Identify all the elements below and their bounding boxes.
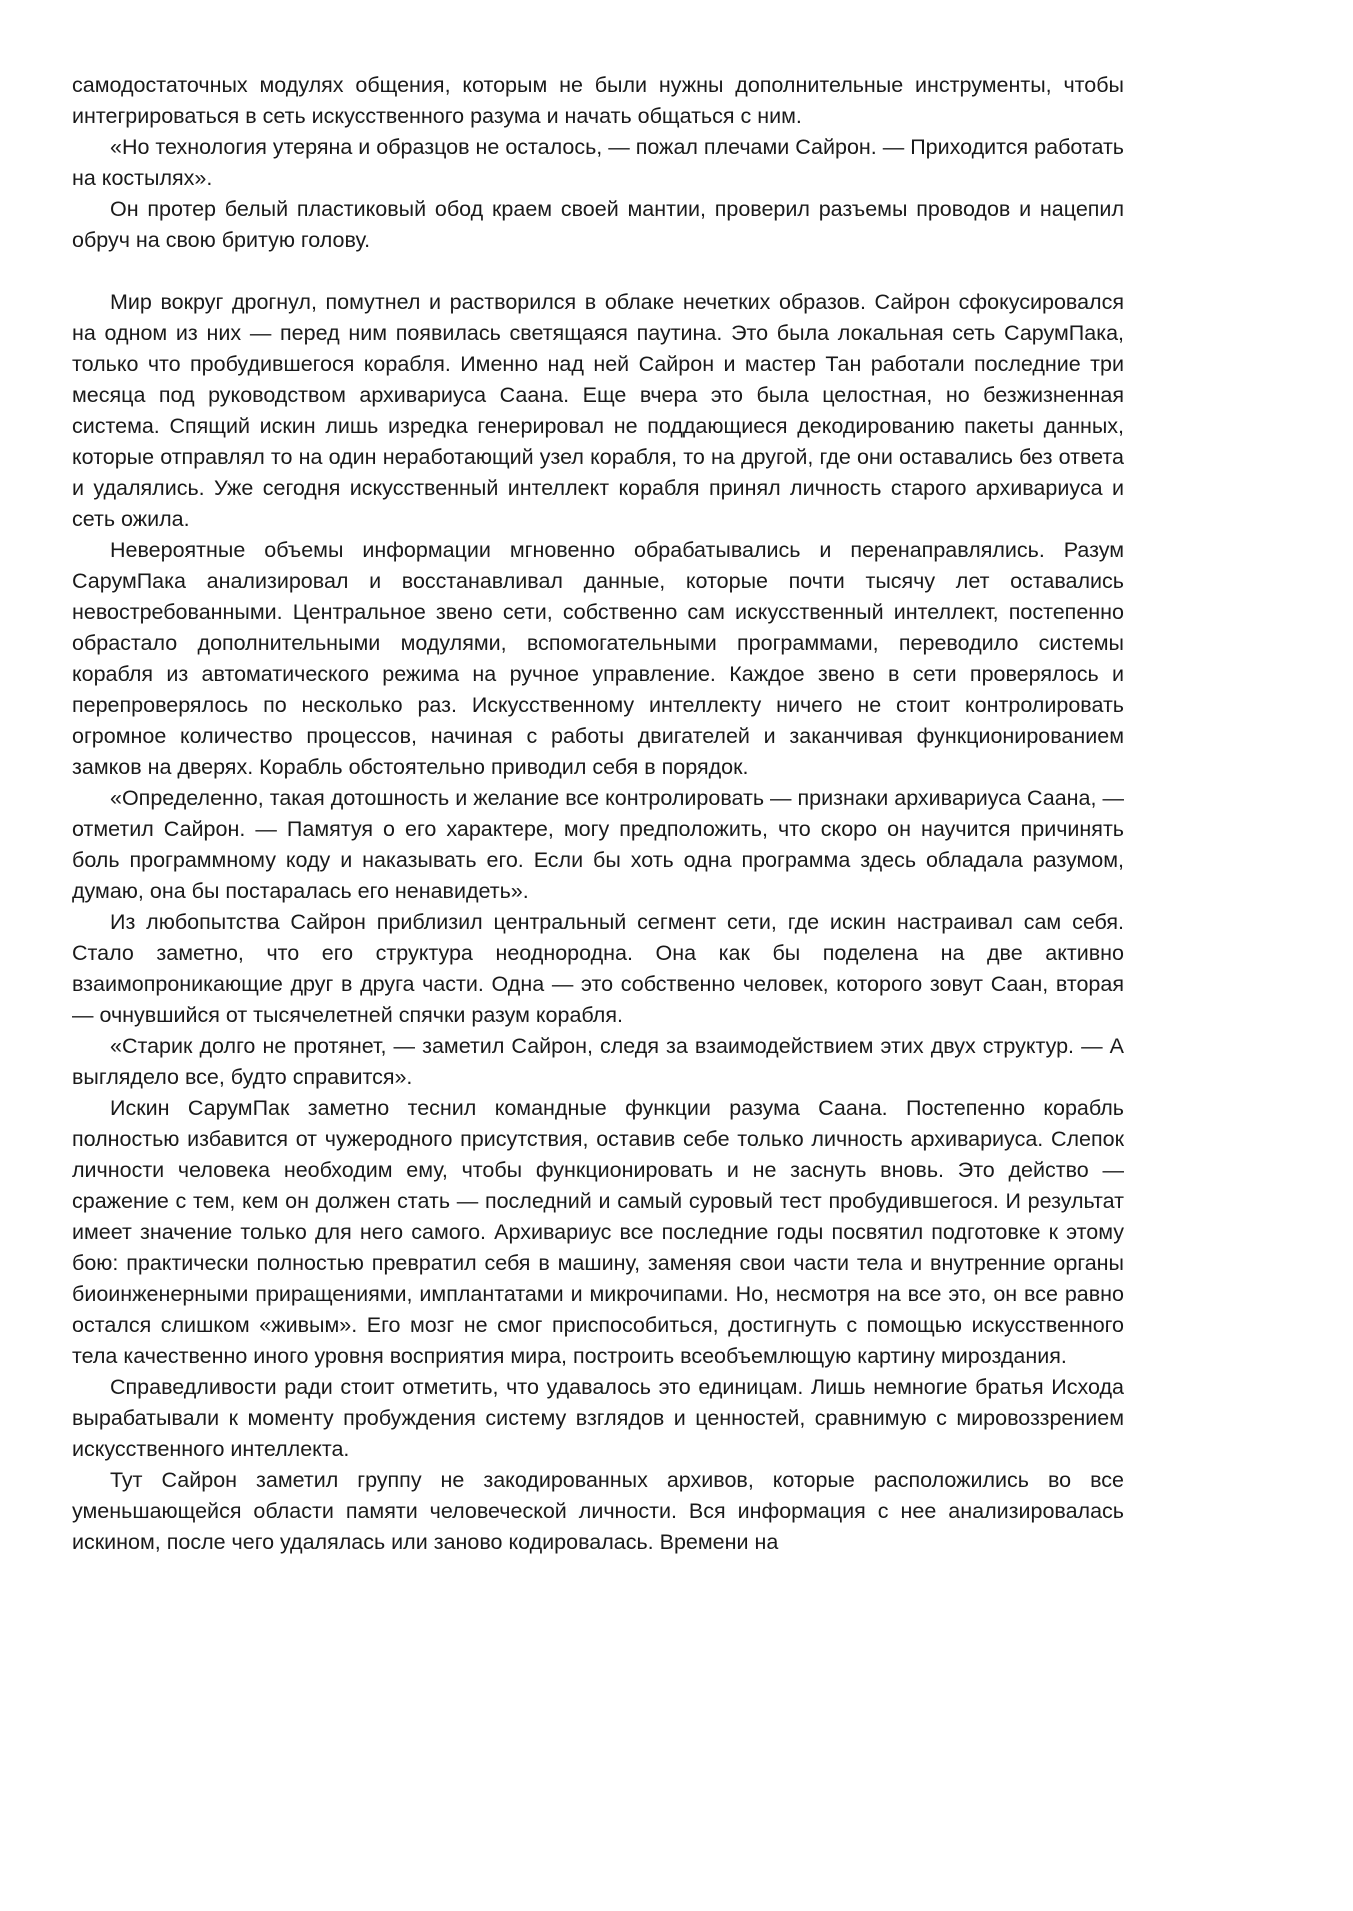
paragraph: Из любопытства Сайрон приблизил центральный сегмент сети, где искин настраивал сам себя. Стало заметно, что его структура неоднородна. Она как бы поделена на две активно взаимопроникающие друг в друга части. Одна — это собственно человек, которого зовут Саан, вторая — очнувшийся от тысячелетней спячки разум корабля. — [72, 910, 1124, 1027]
paragraph: самодостаточных модулях общения, которым не были нужны дополнительные инструменты, чтобы интегрироваться в сеть искусственного разума и начать общаться с ним. — [72, 73, 1124, 128]
paragraph: Искин СарумПак заметно теснил командные функции разума Саана. Постепенно корабль полностью избавится от чужеродного присутствия, оставив себе только личность архивариуса. Слепок личности человека необходим ему, чтобы функционировать и не заснуть вновь. Это действо — сражение с тем, кем он должен стать — последний и самый суровый тест пробудившегося. И результат имеет значение только для него самого. Архивариус все последние годы посвятил подготовке к этому бою: практически полностью превратил себя в машину, заменяя свои части тела и внутренние органы биоинженерными приращениями, имплантатами и микрочипами. Но, несмотря на все это, он все равно остался слишком «живым». Его мозг не смог приспособиться, достигнуть с помощью искусственного тела качественно иного уровня восприятия мира, построить всеобъемлющую картину мироздания. — [72, 1096, 1124, 1368]
paragraph: «Старик долго не протянет, — заметил Сайрон, следя за взаимодействием этих двух структур. — А выглядело все, будто справится». — [72, 1034, 1124, 1089]
document-page — [72, 70, 1124, 1558]
paragraph: «Определенно, такая дотошность и желание все контролировать — признаки архивариуса Саана, — отметил Сайрон. — Памятуя о его характере, могу предположить, что скоро он научится причинять боль программному коду и наказывать его. Если бы хоть одна программа здесь обладала разумом, думаю, она бы постаралась его ненавидеть». — [72, 786, 1124, 903]
paragraph: Справедливости ради стоит отметить, что удавалось это единицам. Лишь немногие братья Исхода вырабатывали к моменту пробуждения систему взглядов и ценностей, сравнимую с мировоззрением искусственного интеллекта. — [72, 1375, 1124, 1461]
paragraph: Невероятные объемы информации мгновенно обрабатывались и перенаправлялись. Разум СарумПака анализировал и восстанавливал данные, которые почти тысячу лет оставались невостребованными. Центральное звено сети, собственно сам искусственный интеллект, постепенно обрастало дополнительными модулями, вспомогательными программами, переводило системы корабля из автоматического режима на ручное управление. Каждое звено в сети проверялось и перепроверялось по несколько раз. Искусственному интеллекту ничего не стоит контролировать огромное количество процессов, начиная с работы двигателей и заканчивая функционированием замков на дверях. Корабль обстоятельно приводил себя в порядок. — [72, 538, 1124, 779]
paragraph: Мир вокруг дрогнул, помутнел и растворился в облаке нечетких образов. Сайрон сфокусировался на одном из них — перед ним появилась светящаяся паутина. Это была локальная сеть СарумПака, только что пробудившегося корабля. Именно над ней Сайрон и мастер Тан работали последние три месяца под руководством архивариуса Саана. Еще вчера это была целостная, но безжизненная система. Спящий искин лишь изредка генерировал не поддающиеся декодированию пакеты данных, которые отправлял то на один неработающий узел корабля, то на другой, где они оставались без ответа и удалялись. Уже сегодня искусственный интеллект корабля принял личность старого архивариуса и сеть ожила. — [72, 290, 1124, 531]
section-break — [72, 256, 1124, 287]
paragraph: «Но технология утеряна и образцов не осталось, — пожал плечами Сайрон. — Приходится работать на костылях». — [72, 135, 1125, 190]
paragraph: Тут Сайрон заметил группу не закодированных архивов, которые расположились во все уменьшающейся области памяти человеческой личности. Вся информация с нее анализировалась искином, после чего удалялась или заново кодировалась. Времени на — [72, 1468, 1124, 1554]
paragraph: Он протер белый пластиковый обод краем своей мантии, проверил разъемы проводов и нацепил обруч на свою бритую голову. — [72, 197, 1124, 252]
